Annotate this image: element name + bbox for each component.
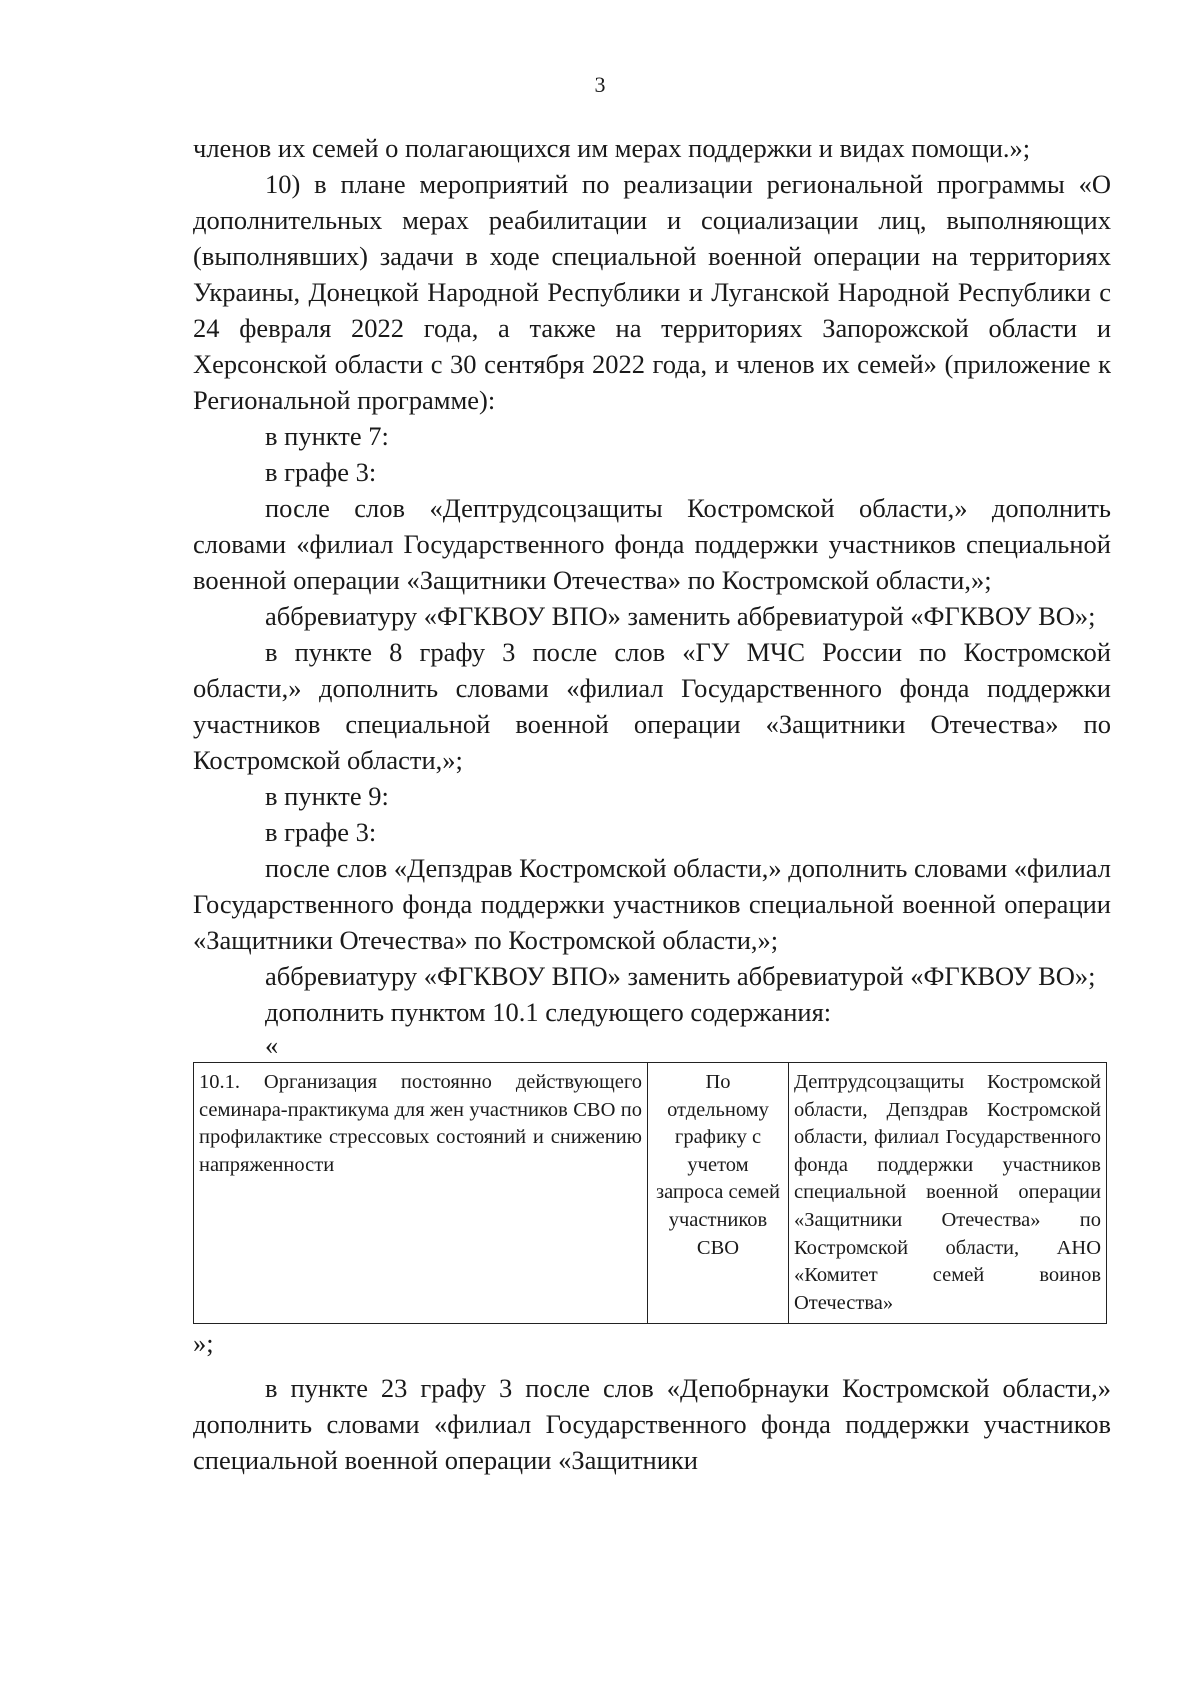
cell-timing: По отдельному графику с учетом запроса семей участников СВО bbox=[648, 1063, 789, 1324]
paragraph-point-8: в пункте 8 графу 3 после слов «ГУ МЧС России по Костромской области,» дополнить словами «филиал Государственного фонда поддержки участников специальной военной операции «Защитники Отечества» по Костромской области,»; bbox=[193, 637, 1111, 775]
paragraph-continuation: членов их семей о полагающихся им мерах поддержки и видах помощи.»; bbox=[193, 133, 1031, 163]
paragraph-abbreviation-b: аббревиатуру «ФГКВОУ ВПО» заменить аббревиатурой «ФГКВОУ ВО»; bbox=[265, 961, 1096, 991]
table-open-quote: « bbox=[265, 1030, 279, 1060]
paragraph-column-3-b: в графе 3: bbox=[265, 817, 377, 847]
cell-responsible: Дептрудсоцзащиты Костромской области, Депздрав Костромской области, филиал Государственного фонда поддержки участников специальной военной операции «Защитники Отечества» по Костромской области, АНО «Комитет семей воинов Отечества» bbox=[789, 1063, 1107, 1324]
paragraph-column-3: в графе 3: bbox=[265, 457, 377, 487]
table-close-quote: »; bbox=[193, 1328, 214, 1359]
paragraph-amend-deptrud: после слов «Дептрудсоцзащиты Костромской области,» дополнить словами «филиал Государственного фонда поддержки участников специальной военной операции «Защитники Отечества» по Костромской области,»; bbox=[193, 493, 1111, 595]
page-number: 3 bbox=[594, 72, 606, 97]
amendment-table bbox=[193, 1062, 1107, 1324]
paragraph-point-7: в пункте 7: bbox=[265, 421, 389, 451]
cell-event: 10.1. Организация постоянно действующего семинара-практикума для жен участников СВО по профилактике стрессовых состояний и снижению напряженности bbox=[194, 1063, 648, 1324]
paragraph-amend-depzdrav: после слов «Депздрав Костромской области,» дополнить словами «филиал Государственного фонда поддержки участников специальной военной операции «Защитники Отечества» по Костромской области,»; bbox=[193, 853, 1111, 955]
paragraph-abbreviation: аббревиатуру «ФГКВОУ ВПО» заменить аббревиатурой «ФГКВОУ ВО»; bbox=[265, 601, 1096, 631]
table-row bbox=[194, 1063, 1107, 1324]
paragraph-point-23: в пункте 23 графу 3 после слов «Депобрнауки Костромской области,» дополнить словами «филиал Государственного фонда поддержки участников специальной военной операции «Защитники bbox=[193, 1373, 1111, 1476]
paragraph-item-10: 10) в плане мероприятий по реализации региональной программы «О дополнительных мерах реабилитации и социализации лиц, выполняющих (выполнявших) задачи в ходе специальной военной операции на территориях Украины, Донецкой Народной Республики и Луганской Народной Республики с 24 февраля 2022 года, а также на территориях Запорожской области и Херсонской области с 30 сентября 2022 года, и членов их семей» (приложение к Региональной программе): bbox=[193, 169, 1111, 415]
paragraph-point-9: в пункте 9: bbox=[265, 781, 389, 811]
paragraph-add-point: дополнить пунктом 10.1 следующего содержания: bbox=[265, 997, 832, 1027]
document-body bbox=[193, 130, 1111, 1478]
